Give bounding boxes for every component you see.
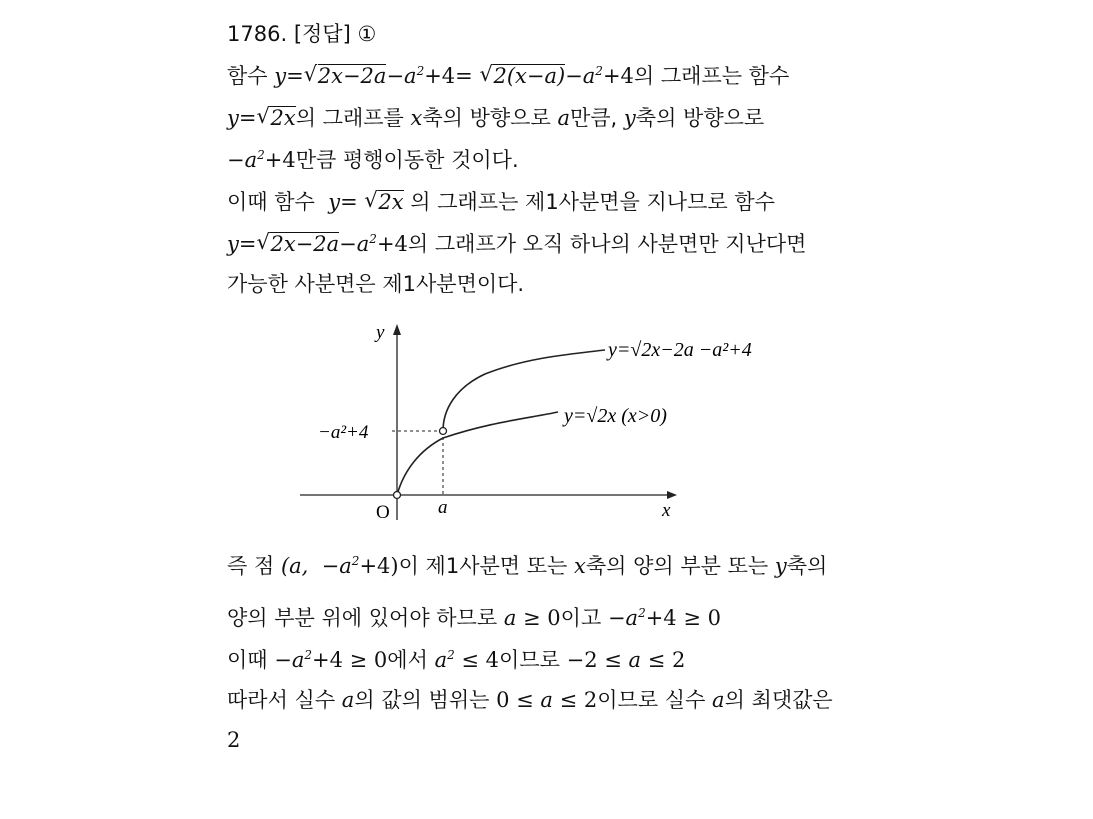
text-segment: 축의 방향으로: [635, 106, 765, 130]
text-segment: 즉 점: [227, 554, 275, 578]
graph-svg: [300, 310, 820, 535]
text-segment: 함수: [227, 64, 268, 88]
text-line-7: 즉 점 (a, $-a^2+4$)이 제1사분면 또는 x축의 양의 부분 또는 y축의: [227, 554, 828, 578]
text-line-6: 가능한 사분면은 제1사분면이다.: [227, 272, 525, 296]
text-line-3: $-a^2+4$만큼 평행이동한 것이다.: [227, 148, 519, 172]
y-axis-label: y: [376, 322, 385, 343]
text-segment: 축의: [786, 554, 828, 578]
text-segment: 축의 양의 부분 또는: [585, 554, 769, 578]
text-line-2: y=√ 2x의 그래프를 x축의 방향으로 a만큼, y축의 방향으로: [227, 104, 764, 132]
curve-lower-label: y=√2x (x>0): [564, 405, 667, 427]
curve-lower: [397, 412, 558, 495]
text-segment: 에서: [387, 648, 428, 672]
text-segment: 이때 함수: [227, 190, 315, 214]
text-line-4: 이때 함수 y= √ 2x 의 그래프는 제1사분면을 지나므로 함수: [227, 188, 775, 216]
text-segment: 이므로: [499, 648, 560, 672]
text-segment: 의 값의 범위는: [354, 688, 490, 712]
x-axis-arrow: [667, 491, 677, 499]
text-line-10: 따라서 실수 a의 값의 범위는 0 ≤ a ≤ 2이므로 실수 a의 최댓값은: [227, 688, 833, 712]
text-segment: 축의 방향으로: [422, 106, 551, 130]
origin-label: O: [376, 502, 390, 523]
text-segment: 의 그래프가 오직 하나의 사분면만 지난다면: [407, 232, 807, 256]
answer-choice: ①: [357, 22, 377, 46]
x-axis-label: x: [662, 500, 671, 521]
text-segment: 의 그래프는 제1사분면을 지나므로 함수: [410, 190, 775, 214]
final-answer: 2: [227, 728, 241, 752]
text-segment: 이므로 실수: [597, 688, 706, 712]
y-tick-label: −a²+4: [318, 422, 369, 443]
curve-upper-label: y=√2x−2a −a²+4: [608, 339, 752, 361]
text-segment: 만큼,: [569, 106, 618, 130]
text-line-1: 함수 y=√ $2x-2a-a^2+4=$ √ $2(x-a)-a^2+4$의 그래프는 함수: [227, 62, 789, 90]
text-segment: 의 그래프는 함수: [633, 64, 790, 88]
text-line-9: 이때 $-a^2+4 \ge 0$에서 $a^2 \le 4$이므로 −2 ≤ a ≤ 2: [227, 648, 686, 672]
text-line-5: y=√ $2x-2a-a^2+4$의 그래프가 오직 하나의 사분면만 지난다면: [227, 230, 806, 258]
text-segment: 양의 부분 위에 있어야 하므로: [227, 606, 498, 630]
text-segment: 만큼 평행이동한 것이다.: [295, 148, 519, 172]
text-segment: 이고: [560, 606, 602, 630]
text-segment: 이 제1사분면 또는: [398, 554, 568, 578]
problem-number: 1786.: [227, 22, 288, 46]
text-segment: 의 최댓값은: [724, 688, 833, 712]
text-segment: 이때: [227, 648, 268, 672]
function-graph: [300, 310, 820, 535]
a-tick-label: a: [438, 497, 448, 518]
text-segment: 따라서 실수: [227, 688, 336, 712]
y-axis-arrow: [393, 324, 401, 335]
problem-header: [227, 20, 376, 48]
text-segment: 의 그래프를: [295, 106, 404, 130]
text-line-8: 양의 부분 위에 있어야 하므로 a ≥ 0이고 $-a^2+4 \ge 0$: [227, 606, 721, 630]
answer-tag: [정답]: [293, 22, 351, 46]
origin-open-point: [394, 492, 401, 499]
start-open-point: [440, 428, 447, 435]
